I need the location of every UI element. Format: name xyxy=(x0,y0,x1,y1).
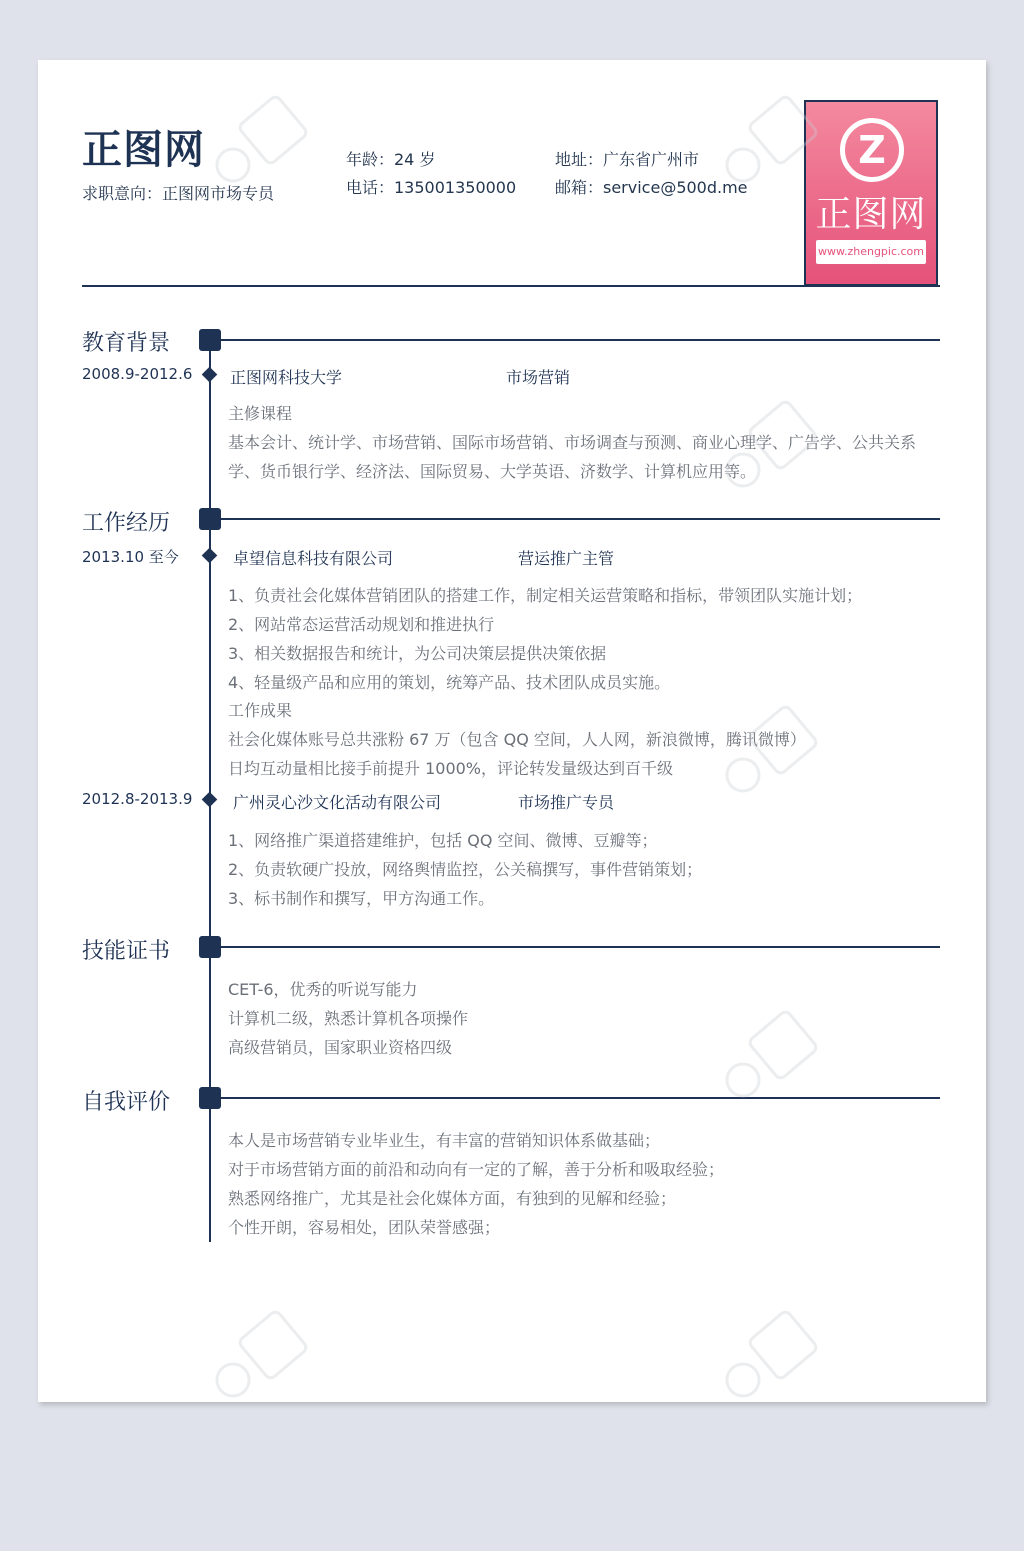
skill-line: 计算机二级，熟悉计算机各项操作 xyxy=(228,1009,469,1028)
header-divider xyxy=(82,285,940,287)
job-line: 3、相关数据报告和统计，为公司决策层提供决策依据 xyxy=(228,644,607,663)
email: 邮箱：service@500d.me xyxy=(555,178,748,197)
self-line: 对于市场营销方面的前沿和动向有一定的了解，善于分析和吸取经验； xyxy=(228,1160,725,1179)
skill-line: CET-6，优秀的听说写能力 xyxy=(228,980,418,999)
timeline-diamond xyxy=(202,792,218,808)
job-line: 1、网络推广渠道搭建维护，包括 QQ 空间、微博、豆瓣等； xyxy=(228,831,658,850)
job-position: 营运推广主管 xyxy=(518,549,615,568)
self-line: 本人是市场营销专业毕业生，有丰富的营销知识体系做基础； xyxy=(228,1131,661,1150)
timeline-diamond xyxy=(202,367,218,383)
section-divider xyxy=(221,1097,940,1099)
education-major: 市场营销 xyxy=(506,368,571,387)
job-company: 卓望信息科技有限公司 xyxy=(233,549,394,568)
watermark-icon xyxy=(708,395,818,505)
watermark-icon xyxy=(708,1005,818,1115)
job-intent: 求职意向：正图网市场专员 xyxy=(82,184,275,203)
self-line: 熟悉网络推广，尤其是社会化媒体方面，有独到的见解和经验； xyxy=(228,1189,677,1208)
section-marker xyxy=(199,329,221,351)
courses-label: 主修课程 xyxy=(228,404,293,423)
education-school: 正图网科技大学 xyxy=(230,368,343,387)
job-line: 2、网站常态运营活动规划和推进执行 xyxy=(228,615,495,634)
job-line: 工作成果 xyxy=(228,701,293,720)
job-line: 1、负责社会化媒体营销团队的搭建工作，制定相关运营策略和指标，带领团队实施计划； xyxy=(228,586,863,605)
job-line: 3、标书制作和撰写，甲方沟通工作。 xyxy=(228,889,495,908)
section-divider xyxy=(221,339,940,341)
resume-page xyxy=(38,60,986,1402)
self-line: 个性开朗，容易相处，团队荣誉感强； xyxy=(228,1218,501,1237)
job-line: 4、轻量级产品和应用的策划，统筹产品、技术团队成员实施。 xyxy=(228,673,671,692)
photo-brand: 正图网 xyxy=(815,194,927,235)
job-line: 社会化媒体账号总共涨粉 67 万（包含 QQ 空间，人人网，新浪微博，腾讯微博） xyxy=(228,730,806,749)
education-title: 教育背景 xyxy=(82,331,171,356)
watermark-icon xyxy=(708,90,818,200)
job-line: 日均互动量相比接手前提升 1000%，评论转发量级达到百千级 xyxy=(228,759,674,778)
job-date: 2013.10 至今 xyxy=(82,548,179,566)
age: 年龄：24 岁 xyxy=(346,150,436,169)
courses-line: 学、货币银行学、经济法、国际贸易、大学英语、济数学、计算机应用等。 xyxy=(228,462,757,481)
watermark-icon xyxy=(198,1305,308,1415)
photo-url: www.zhengpic.com xyxy=(816,240,926,264)
section-marker xyxy=(199,1087,221,1109)
phone: 电话：135001350000 xyxy=(346,178,517,197)
section-divider xyxy=(221,518,940,520)
address: 地址：广东省广州市 xyxy=(555,150,700,169)
job-date: 2012.8-2013.9 xyxy=(82,790,193,808)
skill-line: 高级营销员，国家职业资格四级 xyxy=(228,1038,453,1057)
section-marker xyxy=(199,936,221,958)
candidate-name: 正图网 xyxy=(82,127,205,173)
job-position: 市场推广专员 xyxy=(518,793,615,812)
skills-title: 技能证书 xyxy=(82,939,171,964)
courses-line: 基本会计、统计学、市场营销、国际市场营销、市场调查与预测、商业心理学、广告学、公共关系 xyxy=(228,433,917,452)
section-divider xyxy=(221,946,940,948)
work-title: 工作经历 xyxy=(82,511,171,536)
education-date: 2008.9-2012.6 xyxy=(82,365,193,383)
timeline-diamond xyxy=(202,548,218,564)
logo-icon: Z xyxy=(840,118,904,182)
watermark-icon xyxy=(708,1305,818,1415)
profile-photo xyxy=(804,100,938,286)
section-marker xyxy=(199,508,221,530)
watermark-icon xyxy=(708,700,818,810)
job-line: 2、负责软硬广投放，网络舆情监控，公关稿撰写，事件营销策划； xyxy=(228,860,703,879)
self-title: 自我评价 xyxy=(82,1090,171,1115)
watermark-icon xyxy=(198,90,308,200)
job-company: 广州灵心沙文化活动有限公司 xyxy=(233,793,442,812)
